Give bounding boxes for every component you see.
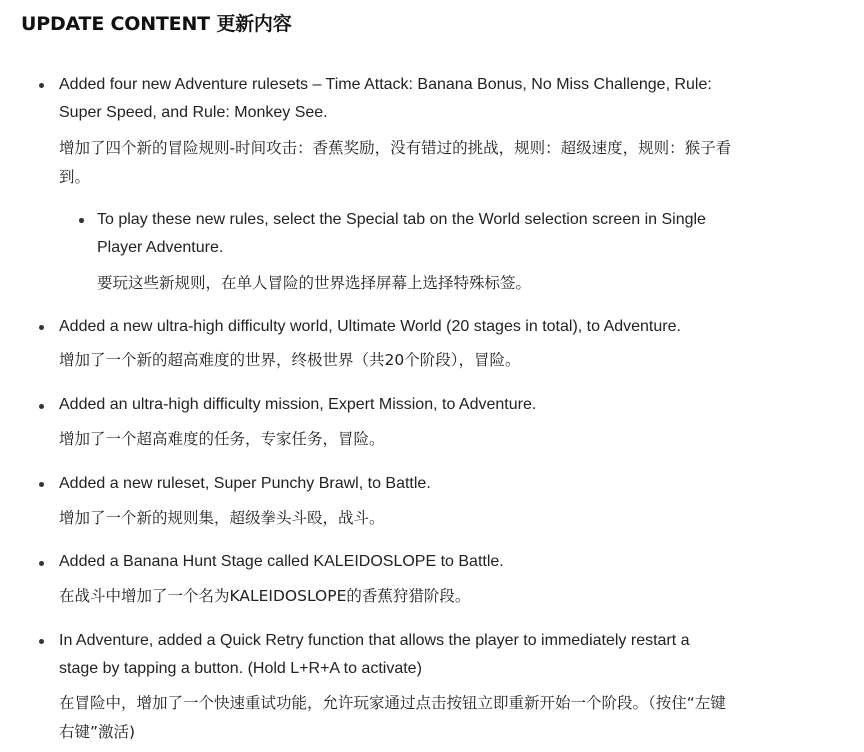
bullet-icon: [39, 561, 44, 566]
bullet-icon: [39, 404, 44, 409]
english-text: Added four new Adventure rulesets – Time Attack: Banana Bonus, No Miss Challenge, Rule: Super Speed, and Rule: Monkey See.: [59, 76, 712, 121]
bullet-icon: [39, 325, 44, 330]
bullet-icon: [39, 482, 44, 487]
chinese-text: 增加了一个新的规则集，超级拳头斗殴，战斗。: [59, 509, 385, 527]
bullet-icon: [79, 218, 84, 223]
chinese-text: 增加了一个超高难度的任务，专家任务，冒险。: [59, 430, 385, 448]
bullet-icon: [39, 83, 44, 88]
chinese-text: 增加了四个新的冒险规则-时间攻击：香蕉奖励，没有错过的挑战，规则：超级速度，规则：猴子看到。: [59, 139, 732, 186]
chinese-text: 在战斗中增加了一个名为KALEIDOSLOPE的香蕉狩猎阶段。: [59, 587, 471, 605]
english-text: Added a new ruleset, Super Punchy Brawl, to Battle.: [59, 475, 431, 492]
chinese-text: 在冒险中，增加了一个快速重试功能，允许玩家通过点击按钮立即重新开始一个阶段。（按住“左键右键”激活): [59, 694, 726, 741]
english-text: Added a new ultra-high difficulty world, Ultimate World (20 stages in total), to Adventure.: [59, 318, 681, 335]
english-text: Added an ultra-high difficulty mission, Expert Mission, to Adventure.: [59, 396, 537, 413]
chinese-text: 增加了一个新的超高难度的世界，终极世界（共20个阶段），冒险。: [59, 351, 521, 369]
english-text: Added a Banana Hunt Stage called KALEIDOSLOPE to Battle.: [59, 553, 504, 570]
english-text: To play these new rules, select the Special tab on the World selection screen in Single Player Adventure.: [97, 211, 706, 256]
page-title: UPDATE CONTENT 更新内容: [21, 13, 292, 35]
english-text: In Adventure, added a Quick Retry function that allows the player to immediately restart a stage by tapping a button. (Hold L+R+A to activate): [59, 632, 690, 677]
bullet-icon: [39, 639, 44, 644]
chinese-text: 要玩这些新规则，在单人冒险的世界选择屏幕上选择特殊标签。: [97, 274, 532, 292]
